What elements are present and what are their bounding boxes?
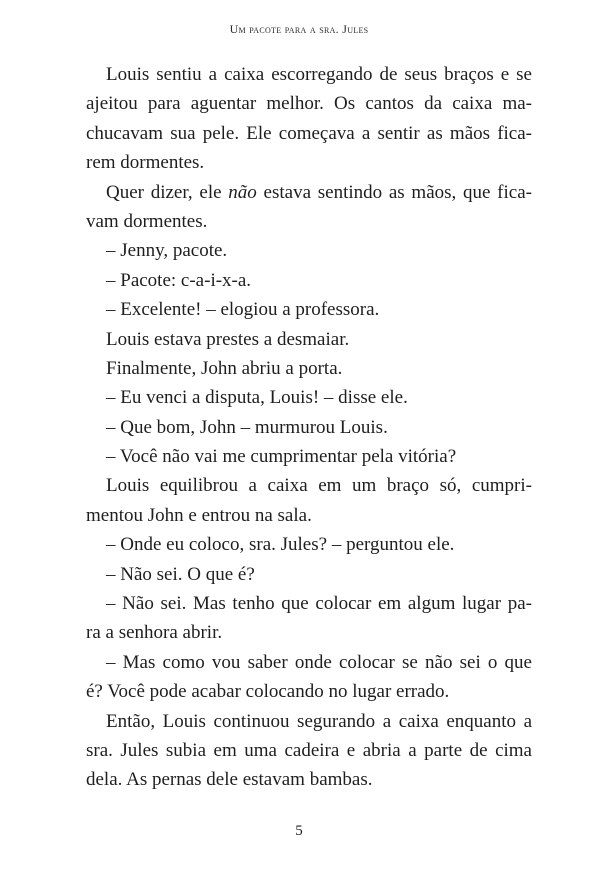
text-line: Finalmente, John abriu a porta. bbox=[106, 357, 343, 379]
text-line: mentou John e entrou na sala. bbox=[86, 504, 312, 526]
text-line: – Não sei. Mas tenho que colocar em algum lugar pa- bbox=[106, 593, 532, 615]
text-line: – Você não vai me cumprimentar pela vitória? bbox=[106, 446, 457, 468]
text-line: vam dormentes. bbox=[86, 210, 208, 232]
text-line: ra a senhora abrir. bbox=[86, 622, 223, 644]
text-line bbox=[86, 178, 532, 207]
running-header bbox=[0, 22, 598, 37]
page-number: 5 bbox=[295, 823, 303, 839]
text-line: – Não sei. O que é? bbox=[106, 563, 255, 585]
text-line: – Eu venci a disputa, Louis! – disse ele. bbox=[106, 387, 408, 409]
text-line: é? Você pode acabar colocando no lugar errado. bbox=[86, 681, 450, 703]
text-line: Louis sentiu a caixa escorregando de seus braços e se bbox=[106, 64, 532, 85]
text-line: – Que bom, John – murmurou Louis. bbox=[106, 416, 388, 438]
text-run: Quer dizer, ele bbox=[106, 181, 229, 203]
text-line: – Jenny, pacote. bbox=[106, 240, 228, 262]
body-text bbox=[86, 60, 532, 795]
running-header-text: Um pacote para a sra. Jules bbox=[229, 22, 369, 36]
text-line: sra. Jules subia em uma cadeira e abria a parte de cima bbox=[86, 739, 532, 761]
text-line: – Excelente! – elogiou a professora. bbox=[106, 299, 380, 321]
text-line: chucavam sua pele. Ele começava a sentir as mãos fica- bbox=[86, 122, 532, 144]
text-line: rem dormentes. bbox=[86, 152, 205, 174]
text-line: Louis estava prestes a desmaiar. bbox=[106, 328, 350, 350]
text-line: – Pacote: c-a-i-x-a. bbox=[106, 269, 252, 291]
text-line: dela. As pernas dele estavam bambas. bbox=[86, 769, 373, 791]
text-line: Louis equilibrou a caixa em um braço só, cumpri- bbox=[106, 475, 532, 497]
text-line: ajeitou para aguentar melhor. Os cantos da caixa ma- bbox=[86, 93, 532, 115]
text-run: estava sentindo as mãos, que fica- bbox=[256, 181, 532, 203]
text-line: Então, Louis continuou segurando a caixa enquanto a bbox=[106, 710, 532, 732]
text-line: – Mas como vou saber onde colocar se não sei o que bbox=[106, 651, 532, 673]
emphasized-word: não bbox=[228, 181, 257, 203]
text-line: – Onde eu coloco, sra. Jules? – perguntou ele. bbox=[106, 534, 455, 556]
